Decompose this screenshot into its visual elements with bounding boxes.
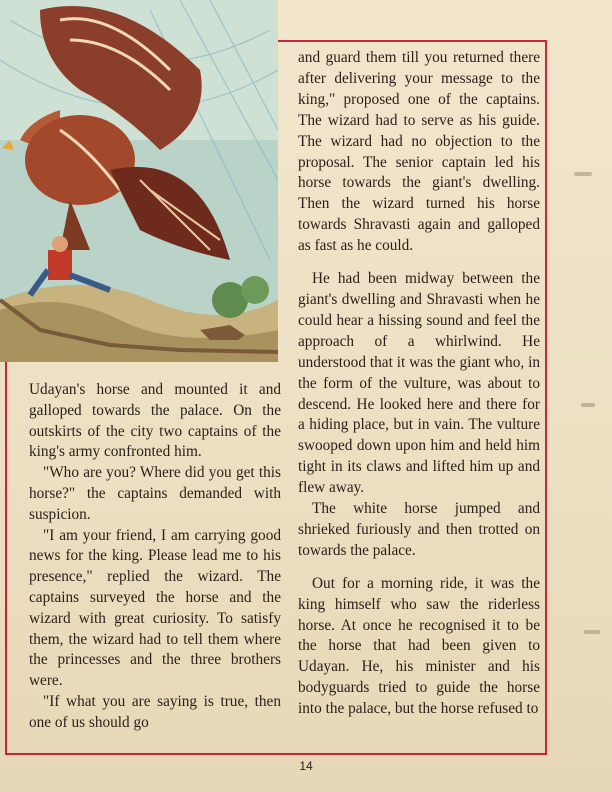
paper-speck <box>584 630 600 634</box>
right-paragraph-2: He had been midway between the giant's dwelling and Shravasti when he could hear a hissing sound and feel the approach of a whirlwind. He understood that it was the giant who, in the form of the vulture, was about to descend. He looked here and there for a hiding place, but in vain. The vulture swooped down upon him and held him tight in its claws and lifted him up and flew away. <box>298 270 540 497</box>
left-paragraph-2: "Who are you? Where did you get this horse?" the captains demanded with suspicion. <box>29 464 281 523</box>
left-paragraph-3: "I am your friend, I am carrying good news for the king. Please lead me to his presence," replied the wizard. The captains surveyed the horse and the wizard with great curiosity. To satisfy them, the wizard had to tell them where the princesses and the three brothers were. <box>29 526 281 690</box>
right-paragraph-1: and guard them till you returned there after delivering your message to the king," proposed one of the captains. The wizard had to serve as his guide. The wizard had no objection to the proposal. The senior captain led his horse towards the giant's dwelling. Then the wizard turned his horse towards Shravasti again and galloped as fast as he could. <box>298 49 540 255</box>
left-paragraph-1: Udayan's horse and mounted it and galloped towards the palace. On the outskirts of the city two captains of the king's army confronted him. <box>29 381 281 461</box>
paper-speck <box>574 172 592 176</box>
page-number: 14 <box>299 759 313 773</box>
right-paragraph-4: Out for a morning ride, it was the king himself who saw the riderless horse. At once he recognised it to be the horse that had been given to Udayan. He, his minister and his bodyguards tried to guide the horse into the palace, but the horse refused to <box>298 574 540 718</box>
eagle-carrying-man-icon <box>0 0 278 362</box>
right-text-column <box>298 48 540 720</box>
paper-speck <box>581 403 595 407</box>
illustration <box>0 0 278 362</box>
right-paragraph-3: The white horse jumped and shrieked furiously and then trotted on towards the palace. <box>298 500 540 559</box>
left-text-column <box>29 380 281 734</box>
left-paragraph-4: "If what you are saying is true, then one of us should go <box>29 692 281 731</box>
